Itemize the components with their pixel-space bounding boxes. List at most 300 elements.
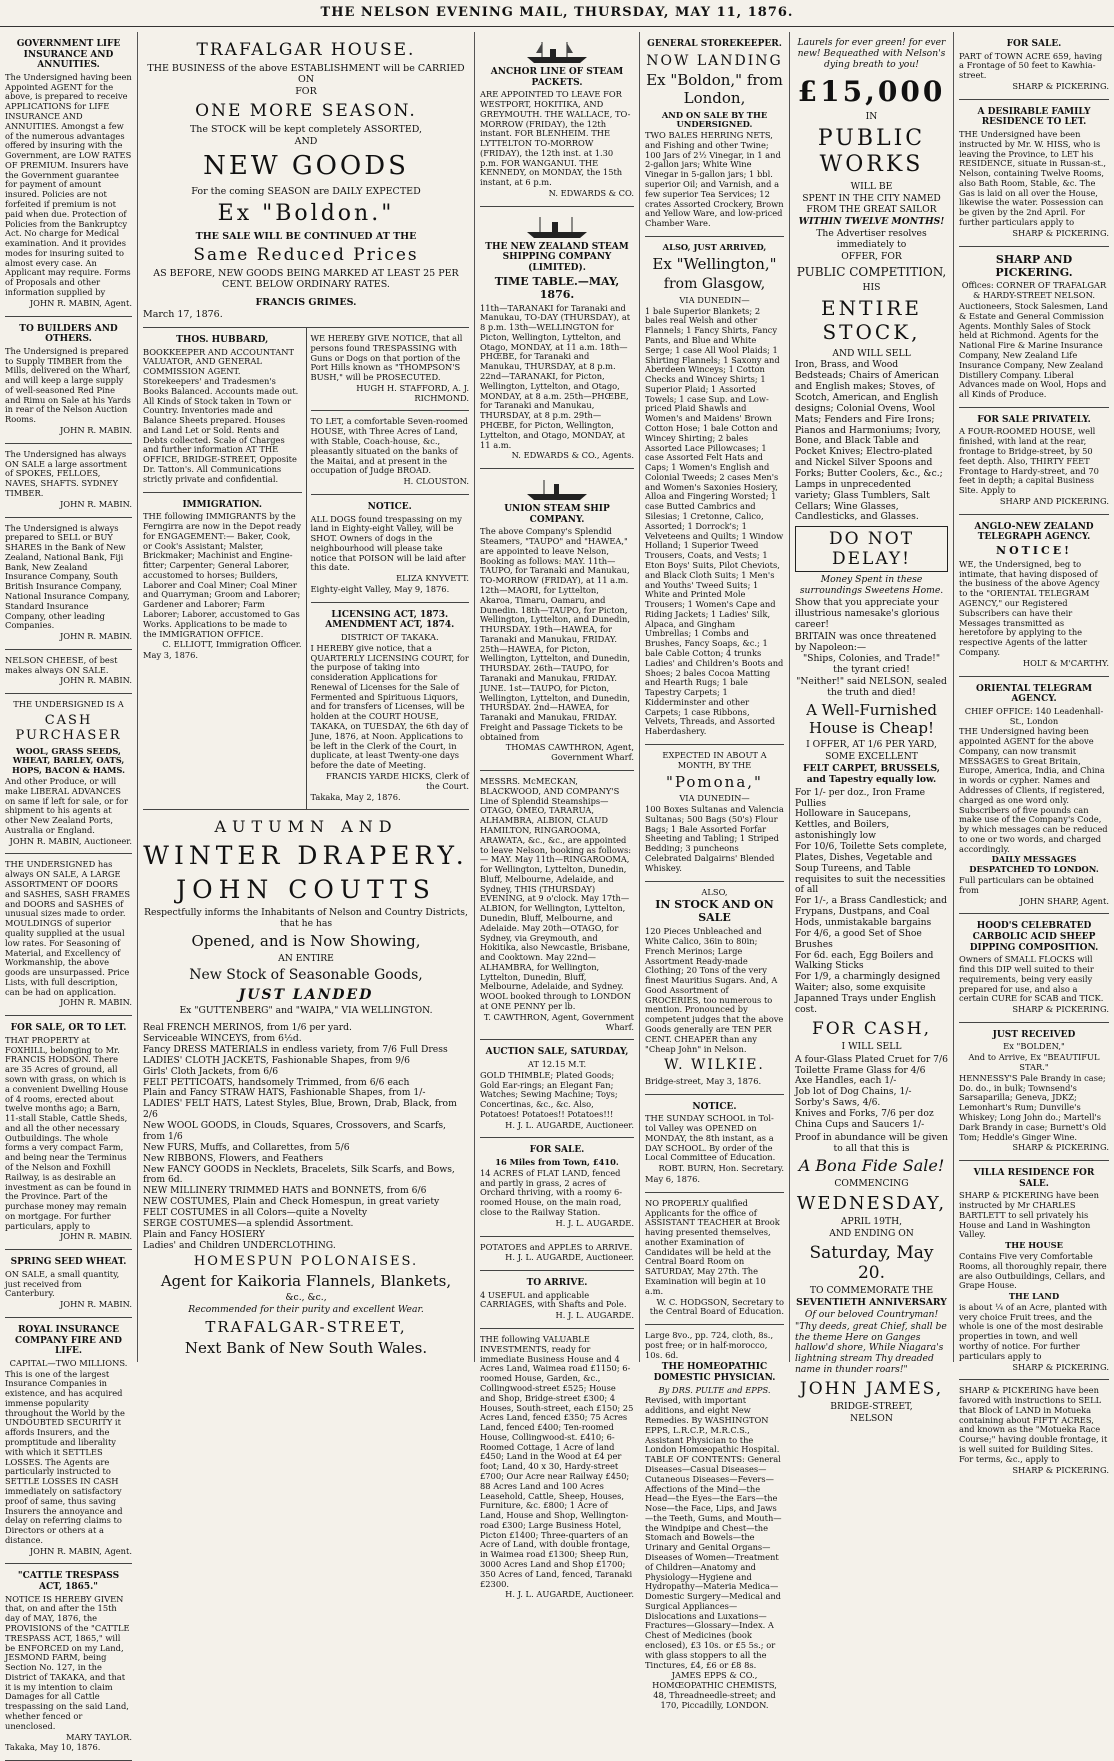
ad-winter-drapery: WINTER DRAPERY. [143, 841, 469, 871]
ad-town: NELSON [850, 1412, 893, 1424]
ad-notice: NOTICE! [996, 543, 1072, 557]
column-1 [0, 32, 138, 1753]
ad-signature: H. J. L. AUGARDE, Auctioneer. [505, 1252, 634, 1263]
ad-item-list [143, 1023, 469, 1251]
ad-body: BOOKKEEPER AND ACCOUNTANT VALUATOR, AND GENERAL COMMISSION AGENT. Storekeepers' and Tradesmen's Books Balanced. Accounts made out. All Kinds of Stock taken in Town or Country. Inventories made and Balance Sheets prepared. Houses and Land Let or Sold. Rents and Debts collected. Scale of Charges and further information AT THE OFFICE, BRIDGE-STREET, Opposite Dr. Tatton's. All Communications strictly private and confidential. [143, 346, 299, 484]
ad-line: The Advertiser resolves immediately to [816, 227, 927, 250]
ad-oriental-telegram [959, 677, 1109, 915]
ad-villa-residence [959, 1161, 1109, 1380]
ad-line: TO COMMEMORATE THE [809, 1285, 934, 1297]
ad-pomona [645, 745, 784, 882]
ad-kaikoria: Agent for Kaikoria Flannels, Blankets, [160, 1271, 452, 1290]
ad-government-insurance [5, 32, 132, 317]
ad-signature: SHARP & PICKERING. [1012, 1004, 1109, 1015]
ad-line: Show that you appreciate your illustrious namesake's glorious career! [795, 597, 940, 630]
ad-signature: JAMES EPPS & CO., HOMŒOPATHIC CHEMISTS, 48, Threadneedle-street; and 170, Piccadilly, LONDON. [652, 1670, 777, 1710]
ad-line: THE SALE WILL BE CONTINUED AT THE [195, 230, 417, 242]
ad-verse: "Thy deeds, great Chief, shall be the theme Here on Ganges hallow'd shore, While Niagara's lightning stream Thy dreaded name in thunder roars!" [795, 1320, 947, 1376]
ad-line: COMMENCING [834, 1178, 909, 1190]
ad-street: BRIDGE-STREET, [830, 1401, 913, 1413]
ad-saturday: Saturday, May 20. [809, 1243, 934, 1284]
ad-sharp-pickering [959, 247, 1109, 408]
ad-in-stock [645, 882, 784, 1095]
ad-family-residence [959, 100, 1109, 247]
ad-for-sale-land [480, 1138, 634, 1236]
ad-body: 14 ACRES of FLAT LAND, fenced and partly in grass, 2 acres of Orchard thriving, with a roomy 6-roomed House, on the main road, close to the Railway Station. [480, 1167, 623, 1217]
ad-body: And other Produce, or will make LIBERAL ADVANCES on same if left for sale, or for shipment to his agents at other New Zealand Ports, Australia or England. [5, 776, 128, 835]
ad-thompsons-bush [311, 328, 470, 411]
ad-shares [5, 518, 132, 650]
ad-sunday-school [645, 1095, 784, 1193]
ad-dogs-notice [311, 495, 470, 603]
ad-bank: Next Bank of New South Wales. [184, 1338, 428, 1357]
ad-signature: H. J. L. AUGARDE, Auctioneer. [505, 1119, 634, 1130]
ad-john-coutts-name: JOHN COUTTS [176, 874, 436, 904]
ad-well-furnished: A Well-Furnished House is Cheap! [806, 700, 937, 737]
ad-body: WE, the Undersigned, beg to intimate, that having disposed of the business of the above Agency to the "ORIENTAL TELEGRAM AGENCY," our Registered Subscribers can have their Messages transmitted as heretofore by applying to the respective Agents of the latter Company. [959, 558, 1100, 657]
ad-foxhill [5, 1016, 132, 1250]
ad-body: TWO BALES HERRING NETS, and Fishing and other Twine; 100 Jars of 2½ Vinegar, in 1 and 2-gallon jars; White Wine Vinegar in 5-gallon jars; 1 bbl. superior Oil; and Varnish, and a few superior Tea Services; 12 crates Assorted Crockery, Brown and Yellow Ware, and low-priced Chamber Ware. [645, 130, 784, 229]
ad-autumn: AUTUMN AND [214, 817, 398, 837]
ad-body: The above Company's Splendid Steamers, "TAUPO" and "HAWEA," are appointed to leave Nelson, Booking as follows: MAY. 11th—TAUPO, for Taranaki and Manukau, TO-MORROW (FRIDAY), at 11 a.m. 12th—MAORI, for Lyttelton, Akaroa, Timaru, Oamaru, and Dunedin. 18th—TAUPO, for Picton, Wellington, Lyttelton, and Dunedin, THURSDAY. 19th—HAWEA, for Taranaki and Manukau, FRIDAY. 25th—HAWEA, for Picton, Wellington, Lyttelton, and Dunedin, THURSDAY. 26th—TAUPO, for Taranaki and Manukau, FRIDAY. JUNE. 1st—TAUPO, for Picton, Wellington, Lyttelton, and Dunedin, THURSDAY. 2nd—HAWEA, for Taranaki and Manukau, FRIDAY. Freight and Passage Tickets to be obtained from [480, 526, 630, 742]
ad-offices: Offices: CORNER OF TRAFALGAR & HARDY-STREET NELSON. [961, 280, 1107, 301]
ad-name: JOHN JAMES, [799, 1379, 944, 1400]
ad-line: AND [294, 135, 318, 147]
ad-line: FOR [295, 86, 317, 98]
ad-to-let [311, 411, 470, 494]
ad-title: A DESIRABLE FAMILY RESIDENCE TO LET. [977, 106, 1091, 128]
ad-title: FOR SALE. [529, 1145, 585, 1156]
ad-competition: PUBLIC COMPETITION, [796, 265, 947, 280]
ad-royal-insurance [5, 1318, 132, 1564]
ad-price-list [795, 788, 948, 1016]
list-item: FELT PETTICOATS, handsomely Trimmed, from 6/6 each [143, 1076, 410, 1088]
ad-union-steam [480, 469, 634, 771]
ad-row-left [143, 328, 307, 809]
ad-opened: Opened, and is Now Showing, [191, 931, 421, 950]
ad-signature: JOHN R. MABIN. [59, 675, 132, 686]
ad-sale: AND ON SALE BY THE UNDERSIGNED. [661, 109, 768, 130]
ad-body: 4 USEFUL and applicable CARRIAGES, with Shafts and Pole. [480, 1289, 627, 1310]
ad-line: AS BEFORE, NEW GOODS BEING MARKED AT LEAST 25 PER CENT. BELOW ORDINARY RATES. [153, 268, 459, 291]
ad-body: Owners of SMALL FLOCKS will find this DIP well suited to their requirements, being very easily prepared for use, and also a certain CURE for SCAB and TICK. [959, 954, 1104, 1004]
ad-new-stock: New Stock of Seasonable Goods, [189, 967, 423, 984]
list-item: For 6d. each, Egg Boilers and Walking Sticks [795, 949, 934, 972]
ad-body: THE following IMMIGRANTS by the Ferngirra are now in the Depot ready for ENGAGEMENT:— Baker, Cook, or Cook's Assistant; Malster, Brickmaker; Machinist and Engine-fitter; Carpenter; General Laborer, accustomed to horses; Builders, Laborer and Coal Miner; Coal Miner and Quarryman; Groom and Laborer; Gardener and Laborer; Farm Laborer; Laborer, accustomed to Gas Works. Applications to be made to the IMMIGRATION OFFICE. [143, 511, 302, 639]
list-item: Girls' Cloth Jackets, from 6/6 [143, 1065, 279, 1077]
list-item: China Cups and Saucers 1/- [795, 1118, 925, 1130]
ad-body: Revised, with important additions, and eight New Remedies. By WASHINGTON EPPS, L.R.C.P., M.R.C.S., Assistant Physician to the London Homœopathic Hospital. TABLE OF CONTENTS: General Diseases—Casual Diseases—Cutaneous Diseases—Fevers—Affections of the Mind—the Head—the Eyes—the Ears—the Nose—the Face, Lips, and Jaws—the Teeth, Gums, and Mouth—the Windpipe and Chest—the Stomach and Bowels—the Urinary and Genital Organs—Diseases of Women—Treatment of Children—Anatomy and Physiology—Hygiene and Hydropathy—Materia Medica—Domestic Surgery—Medical and Surgical Appliances—Dislocations and Luxations—Fractures—Glossary—Index. A Chest of Medicines (book enclosed), £3 10s. or £5 5s.; or with glass stoppers to all the Tinctures, £4, £6 or £8 8s. [645, 1395, 782, 1670]
ad-boldon: Ex "Boldon." [217, 200, 395, 226]
ad-title: TO BUILDERS AND OTHERS. [19, 323, 118, 345]
ad-arrive: And to Arrive, Ex "BEAUTIFUL STAR." [968, 1052, 1100, 1073]
ad-body: MESSRS. McMECKAN, BLACKWOOD, AND COMPANY'S Line of Splendid Steamships—OTAGO, OMEO, TARARUA, ALHAMBRA, ALBION, CLAUD HAMILTON, RINGAROOMA, ARAWATA, &c., &c., are appointed to leave Nelson, booking as follows:— MAY. May 11th—RINGAROOMA, for Wellington, Lyttelton, Dunedin, Bluff, Melbourne, Adelaide, and Sydney, THIS (THURSDAY) EVENING, at 9 o'clock. May 17th—ALBION, for Wellington, Lyttelton, Dunedin, Bluff, Melbourne, and Adelaide. May 20th—OTAGO, for Sydney, via Greymouth, and Hokitika, also Newcastle, Brisbane, and Cooktown. May 22nd—ALHAMBRA, for Wellington, Lyttelton, Dunedin, Bluff, Melbourne, Adelaide, and Sydney. WOOL booked through to LONDON at ONE PENNY per lb. [480, 776, 632, 1012]
ad-season: ONE MORE SEASON. [195, 100, 417, 121]
ad-time: AT 12.15 M.T. [527, 1058, 587, 1069]
masthead: THE NELSON EVENING MAIL, THURSDAY, MAY 11, 1876. [0, 0, 1114, 27]
ad-recommended: Recommended for their purity and excellent Wear. [188, 1304, 424, 1316]
ad-signature: N. EDWARDS & CO. [548, 188, 634, 199]
ad-time-table: TIME TABLE.—MAY, 1876. [494, 274, 620, 301]
ad-title: ROYAL INSURANCE COMPANY FIRE AND LIFE. [15, 1324, 122, 1357]
ad-land-body: is about ¼ of an Acre, planted with very choice Fruit trees, and the whole is one of the most desirable properties in town, and well worthy of notice. For further particulars apply to [959, 1301, 1108, 1361]
ad-line: SOME EXCELLENT [825, 751, 918, 763]
ad-body: ALL DOGS found trespassing on my land in Eighty-eight Valley, will be SHOT. Owners of dogs in the neighbourhood will please take notice that POISON will be laid after this date. [310, 513, 466, 573]
ad-body: Auctioneers, Stock Salesmen, Land & Estate and General Commission Agents. Monthly Sales of Stock held at Richmond. Agents for the National Fire & Marine Insurance Company, New Zealand Life Insurance Company, New Zealand Distillery Company. Liberal Advances made on Wool, Hops and all Kinds of Produce. [959, 301, 1108, 400]
ad-date: March 17, 1876. [143, 308, 223, 320]
ad-line: AND ENDING ON [829, 1228, 914, 1240]
ad-title: AUCTION SALE, SATURDAY, [485, 1047, 629, 1058]
ad-carpet: FELT CARPET, BRUSSELS, and Tapestry equally low. [803, 762, 940, 785]
ad-line: The STOCK will be kept completely ASSORTED, [189, 123, 423, 135]
ad-line: OFFER, FOR [841, 250, 902, 262]
ad-line: I WILL SELL [841, 1040, 902, 1052]
ad-date: Takaka, May 2, 1876. [310, 791, 401, 802]
ad-signature: ROBT. BURN, Hon. Secretary. [658, 1163, 784, 1174]
list-item: A four-Glass Plated Cruet for 7/6 [795, 1053, 948, 1065]
ad-full: Full particulars can be obtained from [959, 875, 1094, 895]
ad-line: AN ENTIRE [278, 952, 334, 964]
ad-signature: SHARP & PICKERING. [1012, 80, 1109, 91]
ad-capital: CAPITAL—TWO MILLIONS. [9, 1357, 128, 1368]
ad-body: THE Undersigned have been instructed by Mr. W. HISS, who is leaving the Province, to LET his RESIDENCE, situate in Russan-st., Nelson, containing Twelve Rooms, also Bath Room, Stable, &c. The Gas is laid on all over the House, likewise the water. Possession can be given by the 2nd April. For further particulars apply to [959, 128, 1107, 227]
list-item: New RIBBONS, Flowers, and Feathers [143, 1152, 324, 1164]
ad-body: 100 Boxes Sultanas and Valencia Sultanas; 500 Bags (50's) Flour Bags; 1 Bale Assorted Forfar Sheeting and Tabling; 1 Striped Bedding; 3 puncheons Celebrated Dalgairns' Blended Whiskey. [645, 804, 784, 873]
ad-title: THE HOMEOPATHIC DOMESTIC PHYSICIAN. [653, 1362, 776, 1384]
ad-title: LICENSING ACT, 1873. AMENDMENT ACT, 1874. [325, 609, 455, 631]
ad-line: BRITAIN was once threatened by Napoleon:— [795, 630, 937, 653]
list-item: Plain and Fancy HOSIERY [143, 1228, 265, 1240]
ad-signature: H. J. L. AUGARDE, Auctioneer. [505, 1589, 634, 1600]
ad-signature: ELIZA KNYVETT. [396, 573, 469, 584]
ad-signature: SHARP AND PICKERING. [999, 495, 1109, 506]
ad-body: 120 Pieces Unbleached and White Calico, 36in to 80in; French Merinos; Large Assortment Ready-made Clothing; 20 Tons of the very finest Mauritius Sugars. And, A Good Assortment of GROCERIES, too numerous to mention. Pronounced by competent judges that the above Goods generally are TEN PER CENT. CHEAPER than any "Cheap John" in Nelson. [645, 926, 784, 1054]
ad-body: NELSON CHEESE, of best makes always ON SALE. [5, 654, 118, 675]
ad-title: SHARP AND PICKERING. [995, 252, 1073, 279]
list-item: New WOOL GOODS, in Clouds, Squares, Crossovers, and Scarfs, from 1/6 [143, 1120, 446, 1142]
ad-body: The Undersigned is always prepared to SELL or BUY SHARES in the Bank of New Zealand, National Bank, Fiji Bank, New Zealand Insurance Company, South British Insurance Company, National Insurance Company, Standard Insurance Company, other leading Companies. [5, 522, 130, 631]
ad-mcmeckan [480, 771, 634, 1040]
ad-line: IN [865, 110, 878, 122]
ad-john-james [795, 32, 948, 1432]
ad-line: APRIL 19TH, [840, 1216, 903, 1228]
ad-line: WILL BE [850, 181, 893, 193]
ad-stock-list: Iron, Brass, and Wood Bedsteads; Chairs of American and English makes; Stoves, of Scotch, American, and English designs; Colonial Ovens, Wool Mats; Fenders and Fire Irons; Pianos and Harmoniums; Ivory, Bone, and Black Table and Pocket Knives; Electro-plated and Nickel Silver Spoons and Forks; Butter Coolers, &c., &c.; Lamps in unprecedented variety; Glass Tumblers, Salt Cellars; Wine Glasses, Candlesticks, and Glasses. [795, 359, 943, 523]
ad-motueka [959, 1380, 1109, 1482]
list-item: Toilette Frame Glass for 4/6 [795, 1064, 926, 1076]
steamship-icon [522, 39, 592, 65]
ad-countryman: Of our beloved Countryman! [804, 1308, 939, 1320]
ad-quote: "Ships, Colonies, and Trade!" the tyrant cried! [802, 653, 941, 676]
ad-signature: HUGH H. STAFFORD, A. J. RICHMOND. [356, 382, 469, 403]
ad-body: HENNESSY'S Pale Brandy in case; Do. do., in bulk; Townsend's Sarsaparilla; Geneva, JDKZ; Lemonhart's Rum; Dunville's Whiskey; Long John do.; Martell's Dark Brandy in case; Burnett's Old Tom; Heddle's Ginger Wine. [959, 1072, 1107, 1142]
list-item: Plain and Fancy STRAW HATS, Fashionable Shapes, from 1/- [143, 1087, 426, 1099]
ad-line: AND WILL SELL [832, 347, 911, 359]
ad-for-sale-town-acre [959, 32, 1109, 100]
ad-lead: Large 8vo., pp. 724, cloth, 8s., post free; or in half-morocco, 10s. 6d. [645, 1330, 774, 1360]
ad-title: CASH PURCHASER [15, 713, 122, 744]
ad-seed-wheat [5, 1250, 132, 1318]
ad-title: SPRING SEED WHEAT. [10, 1257, 127, 1268]
ad-nz-steam-shipping [480, 207, 634, 469]
ad-laurels: Laurels for ever green! for ever new! Bequeathed with Nelson's dying breath to you! [797, 37, 946, 70]
ad-expected: EXPECTED IN ABOUT A MONTH, BY THE [662, 750, 767, 770]
ad-title: HOOD'S CELEBRATED CARBOLIC ACID SHEEP DIPPING COMPOSITION. [969, 921, 1099, 953]
ad-body: TO LET, a comfortable Seven-roomed HOUSE, with Three Acres of Land, with Stable, Coach-house, &c., pleasantly situated on the banks of the Maitai, and at present in the occupation of Judge BROAD. [310, 416, 468, 476]
ad-pomona-name: "Pomona," [666, 772, 763, 791]
ad-entire-stock: ENTIRE STOCK, [821, 296, 922, 344]
ad-title: JUST RECEIVED [992, 1029, 1076, 1040]
ad-body: This is one of the largest Insurance Companies in existence, and has acquired immense popularity throughout the World by the UNDOUBTED SECURITY it affords Insurers, and the promptitude and liberality with which it SETTLES LOSSES. The Agents are particularly instructed to SETTLE LOSSES IN CASH immediately on satisfactory proof of same, thus saving Insurers the annoyance and delay on referring claims to Directors or others at a distance. [5, 1368, 125, 1545]
ad-hoods-dip [959, 914, 1109, 1023]
ad-signature: JOHN R. MABIN. [59, 1299, 132, 1310]
ad-title: VILLA RESIDENCE FOR SALE. [973, 1168, 1095, 1189]
ad-quote: "Neither!" said NELSON, sealed the truth and died! [796, 676, 947, 699]
ad-title: THE NEW ZEALAND STEAM SHIPPING COMPANY (LIMITED). [485, 241, 629, 274]
ad-just-landed: JUST LANDED [238, 986, 374, 1003]
ad-body: ON SALE, a small quantity, just received from Canterbury. [5, 1268, 120, 1299]
ad-etc: &c., &c., [285, 1292, 327, 1304]
ad-now-landing: NOW LANDING [646, 52, 783, 69]
ad-body: 1 bale Superior Blankets; 2 bales real Welsh and other Flannels; 1 Fancy Shirts, Fancy Pants, and Blue and White Serge; 1 case All Wool Plaids; 1 Shirting Flannels; 1 Saxony and Aberdeen Winceys; 1 Cotton Checks and Wincey Shirts; 1 Superior Plaid; 1 Assorted Towels; 1 case Sup. and Low-priced Plaid Shawls and Women's and Maidens' Brown Cotton Hose; 1 bale Cotton and Wincey Shirting; 2 bales Assorted Lace Pillowcases; 1 case Assorted Felt Hats and Caps; 1 Women's English and Colonial Tweeds; 2 cases Men's and Women's Saxonies Hosiery, Alloa and Fingering Worsted; 1 case Butted Cambrics and Silesias; 1 Cretonne, Calico, Assorted; 1 Dorrock's; 1 Velveteens and Quilts; 1 Window Holland; 1 Superior Tweed Trousers, Coats, and Vests; 1 Eton Boys' Suits, Pilot Cheviots, and Black Cloth Suits; 1 Men's and Youths' Tweed Suits; 1 White and Printed Mole Trousers; 1 Women's Cape and Riding Jackets; 1 Ladies' Silk, Alpaca, and Gingham Umbrellas; 1 Combs and Brushes, Fancy Soaps, &c.; 1 bale Cable Cotton; 4 trunks Ladies' and Children's Boots and Shoes; 2 bales Cocoa Matting and Hearth Rugs; 1 bale Tapestry Carpets; 1 Kidderminster and other Carpets; 1 case Ribbons, Velvets, Threads, and Assorted Haberdashery. [645, 305, 784, 737]
ad-signature: FRANCIS YARDE HICKS, Clerk of the Court. [326, 770, 469, 791]
ad-also: ALSO, JUST ARRIVED, [662, 241, 767, 252]
ad-land: THE LAND [1008, 1291, 1060, 1302]
column-5 [790, 32, 954, 1424]
ad-line: SPENT IN THE CITY NAMED FROM THE GREAT SAILOR [802, 193, 941, 216]
ad-body: ARE APPOINTED TO LEAVE FOR WESTPORT, HOKITIKA, AND GREYMOUTH. THE WALLACE, TO-MORROW (FRIDAY), the 12th instant. FOR BLENHEIM. THE LYTTELTON TO-MORROW (FRIDAY), the 12th inst. at 1.30 p.m. FOR WANGANUI. THE KENNEDY, on MONDAY, the 15th instant, at 6 p.m. [480, 89, 631, 188]
ad-title: NOTICE. [367, 501, 412, 512]
ad-signature: JOHN R. MABIN. [59, 425, 132, 436]
list-item: SERGE COSTUMES—a splendid Assortment. [143, 1217, 354, 1229]
ad-assistant-teacher [645, 1193, 784, 1325]
ad-line: THE BUSINESS of the above ESTABLISHMENT will be CARRIED ON [147, 63, 465, 86]
ad-also: ALSO, [701, 886, 728, 897]
ad-signature: JOHN R. MABIN. [59, 498, 132, 509]
list-item: For 10/6, Toilette Sets complete, Plates, Dishes, Vegetable and Soup Tureens, and Table requisites to suit the necessities of all [795, 841, 947, 896]
ad-title: GOVERNMENT LIFE INSURANCE AND ANNUITIES. [16, 39, 121, 71]
ad-signature: JOHN SHARP, Agent. [1019, 895, 1109, 906]
ad-via: VIA DUNEDIN— [679, 294, 750, 305]
ad-signature: W. WILKIE. [664, 1057, 765, 1074]
ad-signature: FRANCIS GRIMES. [255, 296, 357, 308]
ad-body: The Undersigned has always ON SALE a large assortment of SPOKES, FELLOES, NAVES, SHAFTS. SYDNEY TIMBER. [5, 448, 127, 498]
ad-prices: Same Reduced Prices [193, 245, 419, 266]
ad-signature: W. C. HODGSON, Secretary to the Central Board of Education. [649, 1296, 784, 1317]
list-item: Fancy DRESS MATERIALS in endless variety, from 7/6 Full Dress [143, 1044, 448, 1056]
ad-body: A FOUR-ROOMED HOUSE, well finished, with land at the rear, frontage to Bridge-street, by 50 feet depth. Also, THIRTY FEET Frontage to Hardy-street, and 70 feet in depth; a capital Business Site. Apply to [959, 426, 1099, 496]
ad-signature: SHARP & PICKERING. [1012, 227, 1109, 238]
list-item: New FANCY GOODS in Necklets, Bracelets, Silk Scarfs, and Bows, from 6d. [143, 1163, 455, 1186]
list-item: Real FRENCH MERINOS, from 1/6 per yard. [143, 1022, 352, 1034]
ad-line: HIS [862, 281, 881, 293]
ad-signature: H. J. L. AUGARDE. [555, 1310, 634, 1321]
ad-public-works: PUBLIC WORKS [817, 126, 926, 178]
ad-ships: Ex "GUTTENBERG" and "WAIPA," VIA WELLINGTON. [179, 1005, 433, 1017]
ad-title: THOS. HUBBARD, [176, 335, 269, 345]
ad-body: GOLD THIMBLE; Plated Goods; Gold Ear-rings; an Elegant Fan; Watches; Sewing Machine; Toys; Concertinas, &c., &c. Also, Potatoes! Potatoes!! Potatoes!!! [480, 1069, 618, 1119]
list-item: Knives and Forks, 7/6 per doz [795, 1107, 934, 1119]
ad-title: ANCHOR LINE OF STEAM PACKETS. [490, 67, 624, 88]
ad-body: PART of TOWN ACRE 659, having a Frontage of 50 feet to Kawhia-street. [959, 50, 1103, 81]
ad-doors [5, 854, 132, 1016]
ad-to-arrive [480, 1271, 634, 1329]
ad-intro: Respectfully informs the Inhabitants of Nelson and Country Districts, that he has [144, 907, 468, 930]
list-item: Sorby's Saws, 4/6. [795, 1097, 881, 1109]
column-2 [138, 32, 475, 1362]
list-item: Axe Handles, each 1/- [795, 1075, 897, 1087]
ad-body: NOTICE IS HEREBY GIVEN that, on and after the 15th day of MAY, 1876, the PROVISIONS of the "CATTLE TRESPASS ACT, 1865," will be ENFORCED on my Land, JESMOND FARM, being Section No. 127, in the District of TAKAKA, and that it is my intention to claim Damages for all Cattle trespassing on the said Land, whether fenced or unenclosed. [5, 1593, 130, 1731]
ad-body: POTATOES and APPLES to ARRIVE. [480, 1241, 633, 1252]
ad-signature: JOHN R. MABIN, Auctioneer. [9, 835, 132, 846]
ad-ex: Ex "BOLDEN," [1003, 1041, 1065, 1052]
ad-bona-fide: A Bona Fide Sale! [798, 1156, 945, 1176]
ad-house: THE HOUSE [1005, 1240, 1063, 1251]
ad-potatoes [480, 1237, 634, 1272]
ad-authors: By DRS. PULTE and EPPS. [658, 1384, 771, 1395]
ad-no-delay: DO NOT DELAY! [795, 526, 948, 572]
ad-via: VIA DUNEDIN— [679, 793, 750, 804]
ad-signature: N. EDWARDS & CO., Agents. [511, 450, 634, 461]
ad-body: The Undersigned is prepared to Supply TIMBER from the Mills, delivered on the Wharf, and will keep a large supply of well-seasoned Red Pine and Rimu on Sale at his Yards in rear of the Nelson Auction Rooms. [5, 345, 131, 425]
ad-signature: JOHN R. MABIN, Agent. [29, 1545, 132, 1556]
ad-street: TRAFALGAR-STREET, [205, 1318, 407, 1337]
list-item: New FURS, Muffs, and Collarettes, from 5/6 [143, 1141, 350, 1153]
ad-wellington-goods [645, 237, 784, 745]
ad-licensing [311, 603, 470, 810]
ad-body: THAT PROPERTY at FOXHILL, belonging to Mr. FRANCIS HODSON. There are 35 Acres of ground, all sown with grass, on which is a convenient Dwelling House of 4 rooms, erected about twelve months ago; a Barn, 11-stall Stable, Cattle Sheds, and all the other necessary Outbuildings. The whole forms a very compact Farm, and being near the Terminus of the Nelson and Foxhill Railway, is as desirable an investment as can be found in the Province. Part of the purchase money may remain on mortgage. For further particulars, apply to [5, 1034, 132, 1231]
steamship-icon [522, 214, 592, 240]
ad-date: Eighty-eight Valley, May 9, 1876. [310, 584, 450, 595]
ad-body: THE Undersigned having been appointed AGENT for the above Company, can now transmit MESSAGES to Great Britain, Europe, America, India, and China in words or cypher. Names and Addresses of Clients, if registered, charged as one word only. Subscribers of five pounds can make use of the Company's Code, by which messages can be reduced to one or two words, and charged accordingly. [959, 726, 1108, 854]
ad-from-glasgow: from Glasgow, [663, 276, 766, 293]
ad-title: FOR SALE, OR TO LET. [10, 1023, 127, 1034]
ad-cash-list [795, 1055, 948, 1131]
list-item: NEW COSTUMES, Plain and Check Homespun, in great variety [143, 1196, 440, 1208]
ad-boldon: Ex "Boldon," from London, [646, 71, 783, 107]
ad-signature: T. CAWTHRON, Agent, Government Wharf. [483, 1011, 634, 1032]
list-item: For 1/-, a Brass Candlestick; and Frypans, Dustpans, and Coal Hods, unmistakable bargains [795, 895, 948, 929]
ad-auction-saturday [480, 1040, 634, 1138]
ad-daily: DAILY MESSAGES DESPATCHED TO LONDON. [969, 854, 1099, 875]
column-6 [954, 32, 1114, 1475]
ad-line: For the coming SEASON are DAILY EXPECTED [191, 185, 421, 197]
ad-items: WOOL, GRASS SEEDS, WHEAT, BARLEY, OATS, HOPS, BACON & HAMS. [12, 745, 125, 776]
ad-title: IMMIGRATION. [182, 499, 263, 510]
ad-lead: THE UNDERSIGNED IS A [13, 699, 124, 710]
ad-hubbard [143, 328, 302, 493]
ad-for-cash: FOR CASH, [811, 1018, 932, 1039]
ad-title: FOR SALE PRIVATELY. [977, 414, 1091, 425]
ad-date: May 6, 1876. [645, 1173, 701, 1184]
list-item: Ladies' and Children UNDERCLOTHING. [143, 1239, 336, 1251]
ad-ex-wellington: Ex "Wellington," [652, 254, 777, 273]
ad-trafalgar-house [143, 32, 469, 328]
ad-within: WITHIN TWELVE MONTHS! [798, 215, 945, 227]
ad-general-storekeeper [645, 32, 784, 237]
list-item: NEW MILLINERY TRIMMED HATS and BONNETS, from 6/6 [143, 1185, 427, 1197]
ad-body: THE UNDERSIGNED has always ON SALE, A LARGE ASSORTMENT OF DOORS and SASHES, SASH FRAMES and DOORS and SASHES of unusual sizes made to order. MOULDINGS of superior quality supplied at the usual low rates. For Seasoning of Material, and Excellency of Workmanship, the above goods are unsurpassed. Price Lists, with full description, can be had on application. [5, 859, 131, 997]
ad-wednesday: WEDNESDAY, [796, 1193, 947, 1215]
ad-line: Proof in abundance will be given to all that this is [795, 1131, 948, 1154]
ad-amount: £15,000 [797, 74, 946, 108]
steamship-icon [522, 476, 592, 502]
ad-new-goods: NEW GOODS [203, 151, 409, 182]
ad-title: FOR SALE. [1006, 39, 1062, 49]
ad-signature: JOHN R. MABIN. [59, 997, 132, 1008]
ad-signature: SHARP & PICKERING. [1012, 1464, 1109, 1475]
list-item: LADIES' CLOTH JACKETS, Fashionable Shapes, from 9/6 [143, 1054, 410, 1066]
ad-district: DISTRICT OF TAKAKA. [340, 632, 439, 643]
ad-title: TO ARRIVE. [526, 1278, 588, 1289]
ad-signature: MARY TAYLOR. [65, 1731, 132, 1742]
ad-signature: JOHN R. MABIN, Agent. [29, 297, 132, 308]
ad-investments [480, 1329, 634, 1607]
ad-body: 11th—TARANAKI for Taranaki and Manukau, TO-DAY (THURSDAY), at 8 p.m. 13th—WELLINGTON for Picton, Wellington, Lyttelton, and Otago, MONDAY, at 11 a.m. 18th—PHŒBE, for Taranaki and Manukau, THURSDAY, at 8 p.m. 22nd—TARANAKI, for Picton, Wellington, Lyttelton, and Otago, MONDAY, at 8 a.m. 25th—PHŒBE, for Taranaki and Manukau, THURSDAY, at 8 p.m. 29th—PHŒBE, for Picton, Wellington, Lyttelton, and Otago, MONDAY, at 11 a.m. [480, 302, 631, 450]
ad-signature: SHARP & PICKERING. [1012, 1142, 1109, 1153]
ad-date: Takaka, May 10, 1876. [5, 1742, 101, 1753]
ad-signature: H. CLOUSTON. [403, 476, 469, 487]
ad-homeopathic [645, 1325, 784, 1717]
ad-house-body: Contains Five very Comfortable Rooms, all thoroughly repair, there are also Outbuildings, Cellars, and Grape House. [959, 1250, 1107, 1291]
ad-anchor-line [480, 32, 634, 207]
ad-homespun: HOMESPUN POLONAISES. [193, 1254, 419, 1270]
ad-date: Bridge-street, May 3, 1876. [645, 1075, 762, 1086]
ad-immigration [143, 493, 302, 668]
list-item: For 4/6, a good Set of Shoe Brushes [795, 927, 922, 950]
ad-title: UNION STEAM SHIP COMPANY. [504, 504, 610, 525]
ad-signature: H. J. L. AUGARDE. [555, 1217, 634, 1228]
list-item: For 1/- per doz., Iron Frame Pullies [795, 786, 926, 809]
ad-row-notices [143, 328, 469, 810]
ad-office: CHIEF OFFICE: 140 Leadenhall-St., London [964, 705, 1104, 726]
ad-signature: HOLT & M'CARTHY. [1022, 657, 1109, 668]
ad-signature: SHARP & PICKERING. [1012, 1361, 1109, 1372]
ad-money: Money Spent in these surroundings Sweetens Home. [799, 574, 944, 597]
ad-cattle-trespass [5, 1564, 132, 1761]
list-item: For 1/9, a charmingly designed Waiter; also, some exquisite Japanned Trays under English cost. [795, 971, 941, 1015]
ad-signature: JOHN R. MABIN. [59, 1231, 132, 1242]
ad-title: ORIENTAL TELEGRAM AGENCY. [975, 683, 1093, 705]
list-item: LADIES' FELT HATS, Latest Styles, Blue, Brown, Drab, Black, from 2/6 [143, 1098, 457, 1121]
ad-cash-purchaser [5, 694, 132, 854]
ad-john-coutts [143, 810, 469, 1366]
ad-spokes [5, 444, 132, 518]
ad-title: NOTICE. [692, 1101, 737, 1112]
column-4 [640, 32, 790, 1710]
ad-body: The Undersigned having been Appointed AGENT for the above, is prepared to receive APPLICATIONS for LIFE INSURANCE AND ANNUITIES. Amongst a few of the numerous advantages offered by insuring with the Government, are LOW RATES OF PREMIUM. Insurers have the Government guarantee for payment of amount insured. Policies are not forfeited if premium is not paid when due. Protection of Policies from the Bankruptcy Act. No charge for Medical examination. And it provides modes for insuring suited to almost every case. An Applicant may require. Forms of Proposals and other information supplied by [5, 71, 132, 298]
list-item: Serviceable WINCEYS, from 6½d. [143, 1033, 302, 1045]
ad-title: "CATTLE TRESPASS ACT, 1865." [17, 1571, 120, 1593]
ad-builders [5, 317, 132, 444]
ad-line: I OFFER, AT 1/6 PER YARD, [806, 739, 937, 751]
ad-body: NO PROPERLY qualified Applicants for the office of ASSISTANT TEACHER at Brook having presented themselves, another Examination of Candidates will be held at the Central Board Room on SATURDAY, May 27th. The Examination will begin at 10 a.m. [645, 1197, 780, 1296]
ad-body: SHARP & PICKERING have been instructed by Mr CHARLES BARTLETT to sell privately his House and Land in Washington Valley. [959, 1190, 1099, 1240]
ad-just-received [959, 1023, 1109, 1161]
ad-body: THE following VALUABLE INVESTMENTS, ready for immediate Business House and 4 Acres Land, Waimea road £1150; 6-roomed House, Garden, &c., Collingwood-street £525; House and Shop, Bridge-street £300; 4 Houses, South-street, each £150; 25 Acres Land, fenced £350; 75 Acres Land, fenced £400; Ten-roomed House, Collingwood-st. £410; 6-Roomed Cottage, 1 Acre of land £450; Land in the Wood at £4 per foot; Land, 40 x 30, Hardy-street £700; Our Acre near Railway £450; 88 Acres Land and 100 Acres Leasehold, Cattle, Sheep, Houses, Furniture, &c. £800; 1 Acre of Land, House and Shop, Wellington-road £300; Large Business Hotel, Picton £1400; Three-quarters of an Acre of Land, with double frontage, in Waimea road £1300; Sheep Run, 3000 Acres Land and Shop £1700; 350 Acres of Land, fenced, Taranaki £2300. [480, 1334, 634, 1589]
list-item: Holloware in Saucepans, Kettles, and Boilers, astonishingly low [795, 808, 912, 842]
column-3 [475, 32, 640, 1600]
ad-sub: 16 Miles from Town, £410. [495, 1157, 619, 1168]
ad-body: WE HEREBY GIVE NOTICE, that all persons found TRESPASSING with Guns or Dogs on that portion of the Port Hills known as "THOMPSON'S BUSH," will be PROSECUTED. [310, 333, 463, 383]
ad-title: GENERAL STOREKEEPER. [647, 39, 782, 49]
ad-body: I HEREBY give notice, that a QUARTERLY LICENSING COURT, for the purpose of taking into consideration Applications for Renewal of Licenses for the Sale of Fermented and Spirituous Liquors, and for transfers of Licenses, will be holden at the COURT HOUSE, TAKAKA, on TUESDAY, the 6th day of June, 1876, at Noon. Applications to be left in the Clerk of the Court, in duplicate, at least Twenty-one days before the date of Meeting. [310, 642, 469, 771]
ad-anniversary: SEVENTIETH ANNIVERSARY [796, 1297, 947, 1309]
ad-signature: JOHN R. MABIN. [59, 631, 132, 642]
list-item: FELT COSTUMES in all Colors—quite a Novelty [143, 1206, 368, 1218]
ad-row-right [307, 328, 470, 809]
ad-cheese [5, 650, 132, 694]
